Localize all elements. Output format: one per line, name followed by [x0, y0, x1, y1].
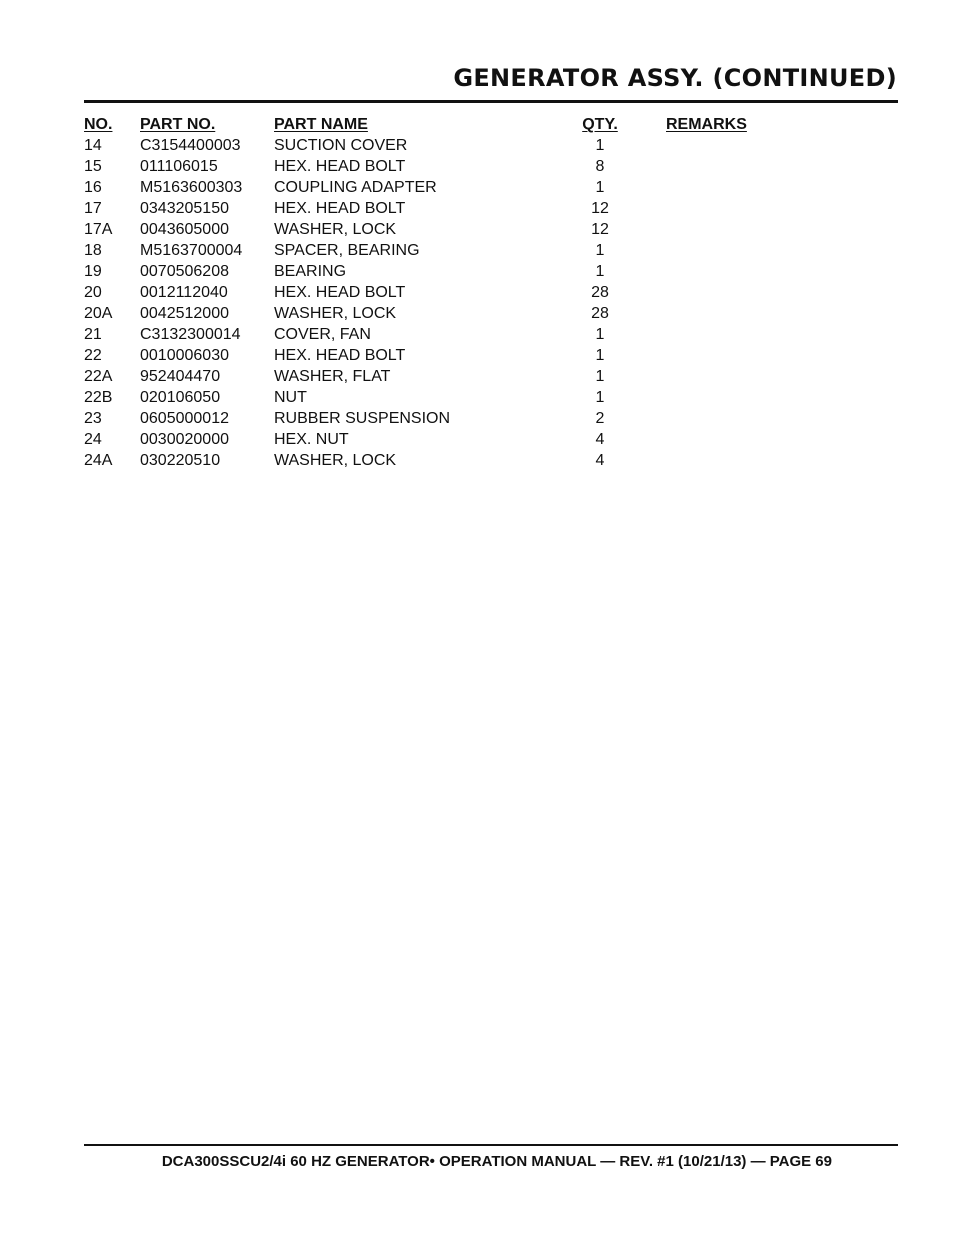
row-part-no: 0030020000	[140, 431, 229, 448]
row-part-name: RUBBER SUSPENSION	[274, 410, 451, 427]
table-row	[84, 261, 784, 282]
row-part-no: 011106015	[140, 158, 218, 175]
row-no: 17	[84, 200, 102, 217]
row-part-no: 0070506208	[140, 263, 229, 280]
row-qty: 8	[595, 158, 605, 175]
row-qty: 1	[595, 347, 605, 364]
table-body	[84, 135, 784, 471]
row-qty: 1	[595, 263, 605, 280]
table-row	[84, 219, 784, 240]
row-qty: 1	[595, 137, 605, 154]
table-row	[84, 408, 784, 429]
table-row	[84, 429, 784, 450]
row-no: 19	[84, 263, 102, 280]
row-qty: 1	[595, 242, 605, 259]
row-qty: 12	[591, 221, 609, 238]
row-no: 15	[84, 158, 102, 175]
row-qty: 1	[595, 389, 605, 406]
row-part-name: WASHER, FLAT	[274, 368, 391, 385]
row-part-no: M5163700004	[140, 242, 243, 259]
row-no: 22A	[84, 368, 113, 385]
row-part-name: HEX. HEAD BOLT	[274, 200, 406, 217]
parts-table	[84, 114, 784, 471]
row-qty: 12	[591, 200, 609, 217]
row-no: 18	[84, 242, 102, 259]
row-no: 22	[84, 347, 102, 364]
row-part-name: NUT	[274, 389, 307, 406]
table-header-row	[84, 114, 784, 135]
row-qty: 1	[595, 368, 605, 385]
row-part-no: 952404470	[140, 368, 221, 385]
header-remarks: REMARKS	[666, 116, 747, 133]
table-row	[84, 345, 784, 366]
row-no: 16	[84, 179, 102, 196]
row-part-name: SPACER, BEARING	[274, 242, 420, 259]
row-qty: 1	[595, 179, 605, 196]
header-no: NO.	[84, 116, 113, 133]
title-divider	[84, 100, 898, 103]
row-qty: 4	[595, 452, 605, 469]
table-row	[84, 387, 784, 408]
footer-divider	[84, 1144, 898, 1146]
row-part-name: WASHER, LOCK	[274, 221, 397, 238]
row-part-name: COUPLING ADAPTER	[274, 179, 437, 196]
table-row	[84, 450, 784, 471]
row-no: 24	[84, 431, 102, 448]
row-part-no: 0012112040	[140, 284, 228, 301]
row-no: 24A	[84, 452, 113, 469]
row-part-no: 0010006030	[140, 347, 229, 364]
row-part-no: 030220510	[140, 452, 221, 469]
row-qty: 4	[595, 431, 605, 448]
table-row	[84, 177, 784, 198]
row-no: 14	[84, 137, 102, 154]
table-row	[84, 303, 784, 324]
row-part-name: SUCTION COVER	[274, 137, 408, 154]
row-no: 22B	[84, 389, 113, 406]
row-part-name: WASHER, LOCK	[274, 452, 397, 469]
header-part-no: PART NO.	[140, 116, 216, 133]
row-part-no: C3132300014	[140, 326, 241, 343]
row-no: 20	[84, 284, 102, 301]
table-row	[84, 282, 784, 303]
table-row	[84, 324, 784, 345]
table-row	[84, 366, 784, 387]
row-part-no: 0343205150	[140, 200, 229, 217]
table-row	[84, 198, 784, 219]
row-part-no: 0605000012	[140, 410, 229, 427]
header-part-name: PART NAME	[274, 116, 368, 133]
row-no: 21	[84, 326, 102, 343]
row-part-name: WASHER, LOCK	[274, 305, 397, 322]
row-part-no: 0042512000	[140, 305, 229, 322]
row-no: 17A	[84, 221, 113, 238]
row-part-no: 0043605000	[140, 221, 229, 238]
page-title: GENERATOR ASSY. (CONTINUED)	[453, 64, 897, 92]
row-qty: 28	[591, 305, 609, 322]
row-part-name: HEX. HEAD BOLT	[274, 347, 406, 364]
row-part-no: M5163600303	[140, 179, 243, 196]
row-no: 20A	[84, 305, 113, 322]
row-part-name: COVER, FAN	[274, 326, 371, 343]
row-part-name: HEX. HEAD BOLT	[274, 158, 406, 175]
row-part-name: HEX. HEAD BOLT	[274, 284, 406, 301]
row-qty: 28	[591, 284, 609, 301]
row-part-no: 020106050	[140, 389, 221, 406]
page-footer: DCA300SSCU2/4i 60 HZ GENERATOR• OPERATION MANUAL — REV. #1 (10/21/13) — PAGE 69	[161, 1153, 832, 1170]
header-qty: QTY.	[582, 116, 618, 133]
row-part-name: HEX. NUT	[274, 431, 349, 448]
row-qty: 1	[595, 326, 605, 343]
table-row	[84, 135, 784, 156]
row-part-no: C3154400003	[140, 137, 241, 154]
row-qty: 2	[595, 410, 605, 427]
row-no: 23	[84, 410, 102, 427]
row-part-name: BEARING	[274, 263, 347, 280]
table-row	[84, 156, 784, 177]
table-row	[84, 240, 784, 261]
